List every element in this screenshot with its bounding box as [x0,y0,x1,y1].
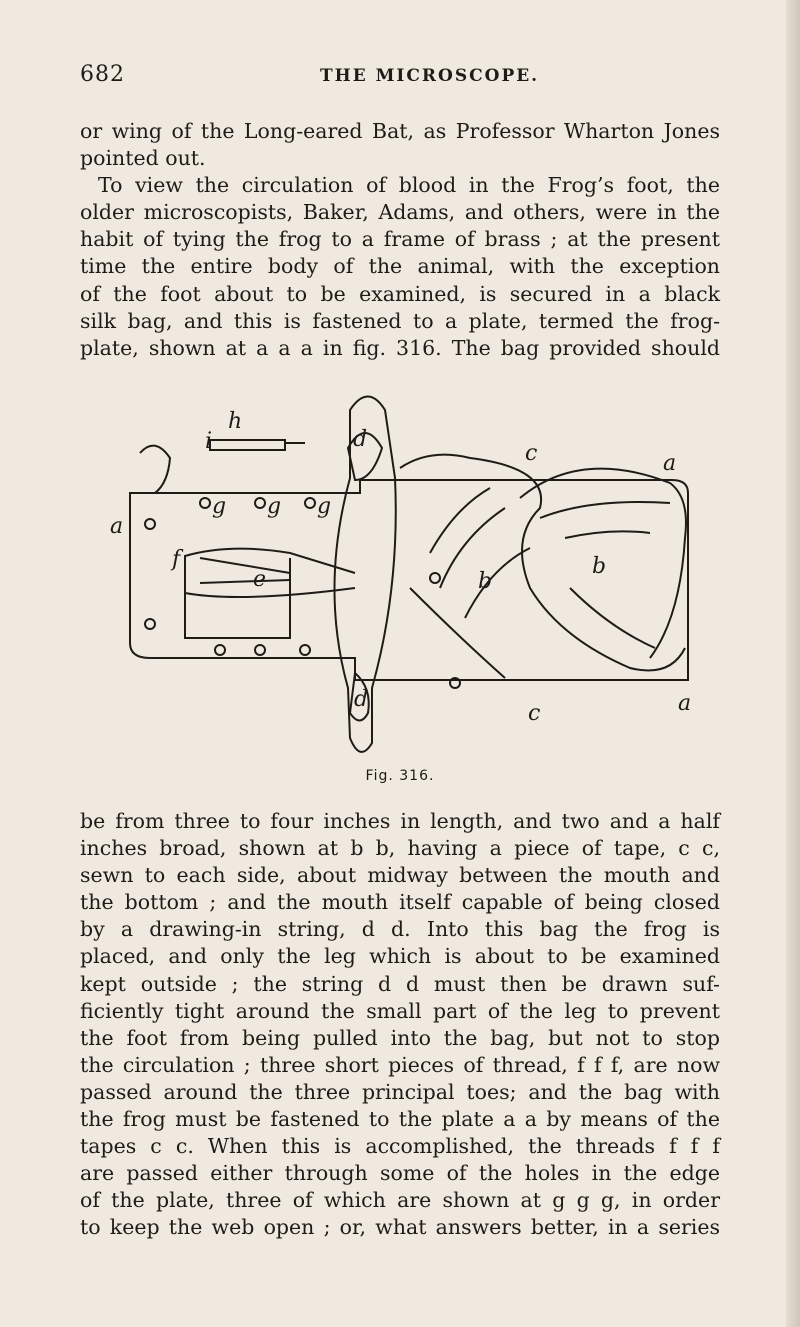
figure-label-g: g [267,494,282,519]
paragraph-block-top [80,118,720,362]
text-line: the circulation ; three short pieces of thread, f f f, are now [80,1052,720,1077]
frog-toe [430,488,490,553]
figure-caption: Fig. 316. [365,768,435,784]
text-line: or wing of the Long-eared Bat, as Professor Wharton Jones [80,119,720,143]
frog-leg [185,549,355,597]
text-line: sewn to each side, about midway between the mouth and [80,863,720,888]
frog-string [410,588,505,678]
text-line: time the entire body of the animal, with the exception [80,254,720,279]
text-line: to keep the web open ; or, what answers better, in a series [80,1215,720,1240]
clamp-screw [210,440,305,450]
figure-label-c: c [528,701,541,726]
figure-label-i: i [205,429,213,454]
running-title: THE MICROSCOPE. [320,66,540,86]
text-line: of the plate, three of which are shown at g g g, in order [80,1188,720,1213]
figure-label-b: b [478,569,493,594]
text-line: older microscopists, Baker, Adams, and others, were in the [80,200,720,225]
text-line: silk bag, and this is fastened to a plate, termed the frog- [80,308,720,333]
text-line: the bottom ; and the mouth itself capable of being closed [80,890,720,915]
figure-label-a: a [678,691,692,716]
figure-label-c: c [525,441,538,466]
page-edge-shadow [786,0,800,1327]
frog-plate-illustration [110,388,700,766]
frog-toe [440,508,505,588]
figure-label-h: h [228,409,243,434]
frog-web [540,502,670,518]
figure-label-g: g [317,494,332,519]
plate-hole [255,645,265,655]
page-number: 682 [80,62,125,87]
figure-label-f: f [172,547,181,572]
plate-hole [430,573,440,583]
text-line: are passed either through some of the holes in the edge [80,1161,720,1186]
text-line: plate, shown at a a a in fig. 316. The bag provided should [80,335,720,360]
text-line: ficiently tight around the small part of the leg to prevent [80,998,720,1023]
frog-body [400,455,685,671]
frog-web [570,588,655,648]
frog-web [565,531,650,538]
text-line: placed, and only the leg which is about to be examined [80,944,720,969]
text-line: by a drawing-in string, d d. Into this bag the frog is [80,917,720,942]
figure-label-b: b [592,554,607,579]
figure-label-g: g [212,494,227,519]
plate-hole [300,645,310,655]
paragraph-block-bottom [80,808,720,1242]
text-line: inches broad, shown at b b, having a piece of tape, c c, [80,836,720,861]
plate-hole [215,645,225,655]
text-line: kept outside ; the string d d must then be drawn suf- [80,971,720,996]
plate-hole [145,519,155,529]
text-line: of the foot about to be examined, is secured in a black [80,281,720,306]
text-line: tapes c c. When this is accomplished, the threads f f f [80,1134,720,1159]
figure-frog-plate [110,388,700,766]
page-header [80,62,720,92]
figure-label-d: d [354,687,369,712]
plate-hole [200,498,210,508]
text-line: habit of tying the frog to a frame of brass ; at the present [80,227,720,252]
text-line: passed around the three principal toes; and the bag with [80,1079,720,1104]
frog-leg-inner [200,580,290,583]
frog-toe [465,548,530,618]
text-line: be from three to four inches in length, and two and a half [80,809,720,833]
text-line: the frog must be fastened to the plate a a by means of the [80,1107,720,1132]
text-line: To view the circulation of blood in the Frog’s foot, the [98,173,720,198]
plate-hole [255,498,265,508]
plate-hole [305,498,315,508]
figure-label-a: a [110,514,124,539]
text-line: the foot from being pulled into the bag, but not to stop [80,1025,720,1050]
figure-label-d: d [353,427,368,452]
figure-label-e: e [253,567,267,592]
plate-hole [145,619,155,629]
text-line: pointed out. [80,146,206,171]
clamp-arm [140,446,170,493]
figure-label-a: a [663,451,677,476]
frog-leg-inner [200,558,290,573]
